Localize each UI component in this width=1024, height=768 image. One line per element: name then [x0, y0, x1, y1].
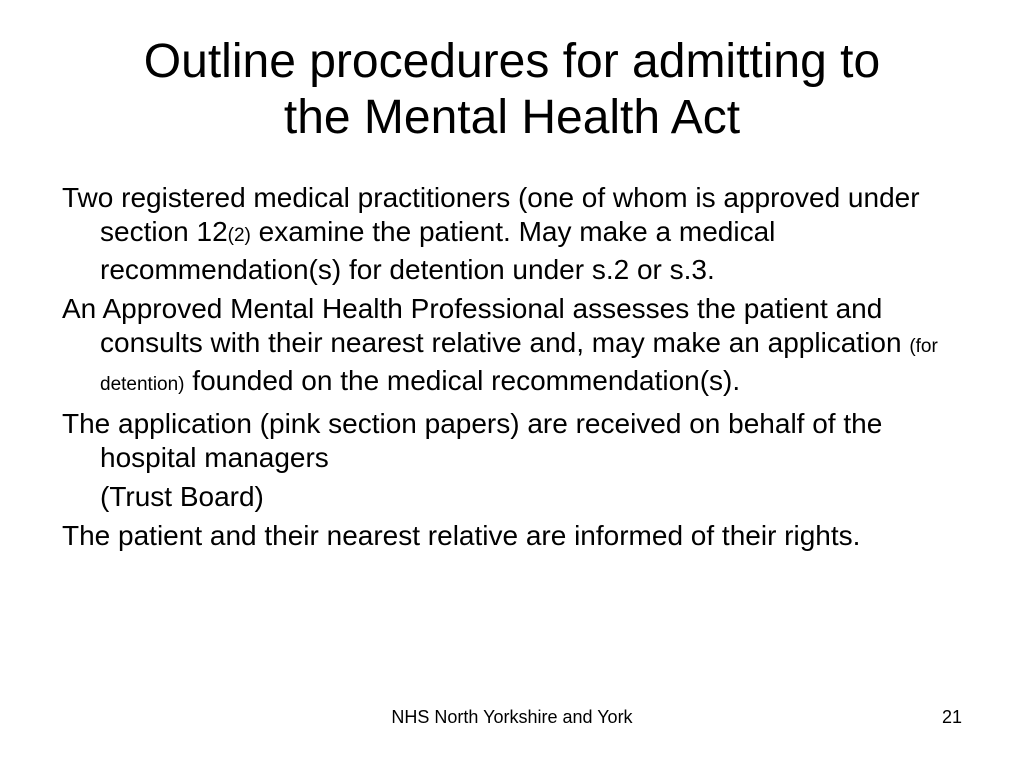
paragraph-medical-practitioners	[62, 181, 972, 287]
footer-organisation: NHS North Yorkshire and York	[391, 707, 633, 727]
paragraph-rights	[62, 519, 972, 553]
paragraph-text: An Approved Mental Health Professional assesses the patient and consults with their nearest relative and, may make an application	[62, 293, 910, 358]
section-reference-small: (2)	[227, 225, 251, 246]
paragraph-text: The application (pink section papers) are received on behalf of the hospital managers	[62, 408, 883, 473]
slide-title-line-1: Outline procedures for admitting to	[143, 35, 881, 88]
slide-number: 21	[941, 707, 962, 727]
paragraph-amhp	[62, 292, 972, 402]
paragraph-text: (Trust Board)	[100, 481, 264, 512]
slide-title	[40, 34, 984, 146]
slide-body	[62, 181, 972, 558]
paragraph-trust-board	[62, 480, 972, 514]
paragraph-text: Two registered medical practitioners (one of whom is approved under section 12	[62, 182, 920, 247]
detention-note-small: (for detention)	[100, 336, 938, 395]
paragraph-text: examine the patient. May make a medical recommendation(s) for detention under s.2 or s.3.	[100, 216, 776, 285]
paragraph-text: The patient and their nearest relative are informed of their rights.	[62, 520, 861, 551]
slide-title-line-2: the Mental Health Act	[283, 91, 741, 144]
paragraph-text: founded on the medical recommendation(s).	[184, 365, 741, 396]
paragraph-application	[62, 407, 972, 475]
